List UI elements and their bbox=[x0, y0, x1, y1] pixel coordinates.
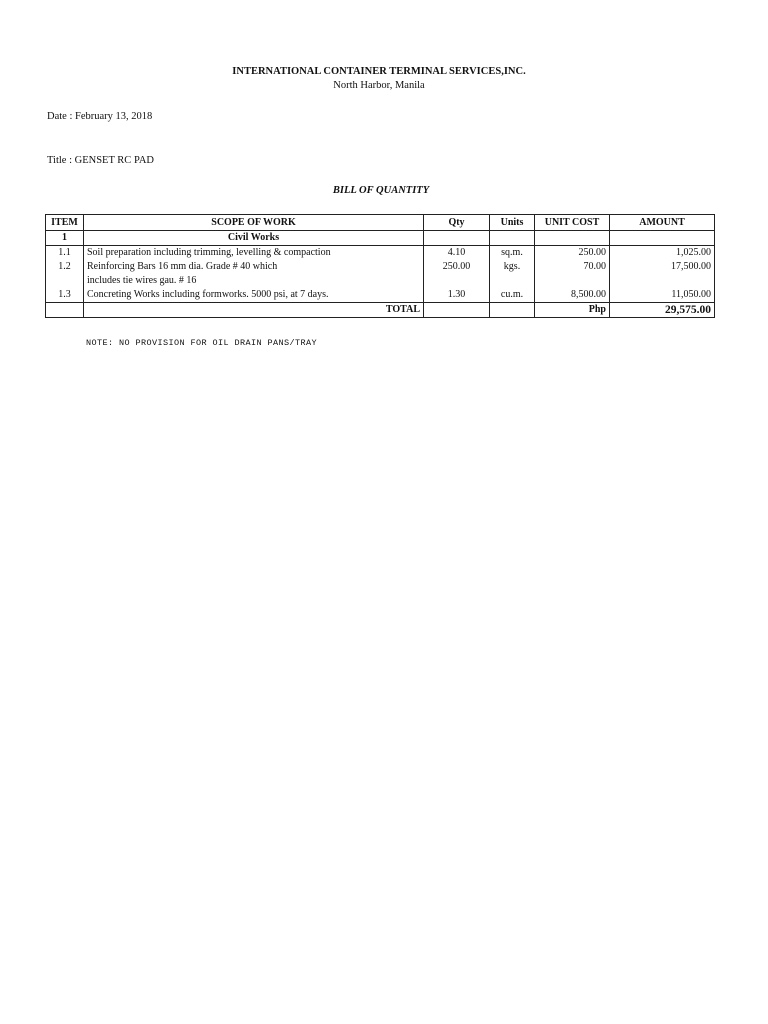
table-row bbox=[46, 288, 715, 303]
row-amount: 17,500.00 bbox=[610, 260, 715, 274]
empty-cell bbox=[490, 231, 535, 246]
column-header-item: ITEM bbox=[46, 215, 84, 231]
empty-cell bbox=[535, 231, 610, 246]
row-units: sq.m. bbox=[490, 246, 535, 261]
row-units bbox=[490, 274, 535, 288]
row-item: 1.2 bbox=[46, 260, 84, 274]
table-row bbox=[46, 274, 715, 288]
row-unit-cost bbox=[535, 274, 610, 288]
empty-cell bbox=[424, 303, 490, 318]
total-label: TOTAL bbox=[84, 303, 424, 318]
company-address: North Harbor, Manila bbox=[333, 80, 425, 91]
row-unit-cost: 70.00 bbox=[535, 260, 610, 274]
section-item: 1 bbox=[46, 231, 84, 246]
row-item: 1.3 bbox=[46, 288, 84, 303]
row-item bbox=[46, 274, 84, 288]
row-scope: Reinforcing Bars 16 mm dia. Grade # 40 which bbox=[84, 260, 424, 274]
empty-cell bbox=[490, 303, 535, 318]
total-row bbox=[46, 303, 715, 318]
total-amount: 29,575.00 bbox=[610, 303, 715, 318]
document-date: Date : February 13, 2018 bbox=[47, 111, 153, 122]
empty-cell bbox=[610, 231, 715, 246]
row-units: cu.m. bbox=[490, 288, 535, 303]
row-scope: Soil preparation including trimming, levelling & compaction bbox=[84, 246, 424, 261]
row-qty: 1.30 bbox=[424, 288, 490, 303]
section-scope: Civil Works bbox=[84, 231, 424, 246]
note-text: NOTE: NO PROVISION FOR OIL DRAIN PANS/TRAY bbox=[86, 338, 318, 348]
row-unit-cost: 8,500.00 bbox=[535, 288, 610, 303]
column-header-unit-cost: UNIT COST bbox=[535, 215, 610, 231]
row-amount bbox=[610, 274, 715, 288]
empty-cell bbox=[46, 303, 84, 318]
row-item: 1.1 bbox=[46, 246, 84, 261]
row-qty bbox=[424, 274, 490, 288]
empty-cell bbox=[424, 231, 490, 246]
column-header-amount: AMOUNT bbox=[610, 215, 715, 231]
company-name: INTERNATIONAL CONTAINER TERMINAL SERVICES,INC. bbox=[232, 66, 526, 77]
column-header-units: Units bbox=[490, 215, 535, 231]
row-scope: Concreting Works including formworks. 5000 psi, at 7 days. bbox=[84, 288, 424, 303]
column-header-qty: Qty bbox=[424, 215, 490, 231]
row-unit-cost: 250.00 bbox=[535, 246, 610, 261]
section-row bbox=[46, 231, 715, 246]
column-header-scope: SCOPE OF WORK bbox=[84, 215, 424, 231]
row-scope: includes tie wires gau. # 16 bbox=[84, 274, 424, 288]
row-amount: 11,050.00 bbox=[610, 288, 715, 303]
row-units: kgs. bbox=[490, 260, 535, 274]
table-header-row bbox=[46, 215, 715, 231]
table-row bbox=[46, 246, 715, 261]
total-currency: Php bbox=[535, 303, 610, 318]
row-qty: 250.00 bbox=[424, 260, 490, 274]
row-amount: 1,025.00 bbox=[610, 246, 715, 261]
bill-of-quantity-table bbox=[45, 214, 715, 318]
table-row bbox=[46, 260, 715, 274]
bill-of-quantity-heading: BILL OF QUANTITY bbox=[332, 185, 430, 196]
document-title: Title : GENSET RC PAD bbox=[47, 155, 154, 166]
row-qty: 4.10 bbox=[424, 246, 490, 261]
